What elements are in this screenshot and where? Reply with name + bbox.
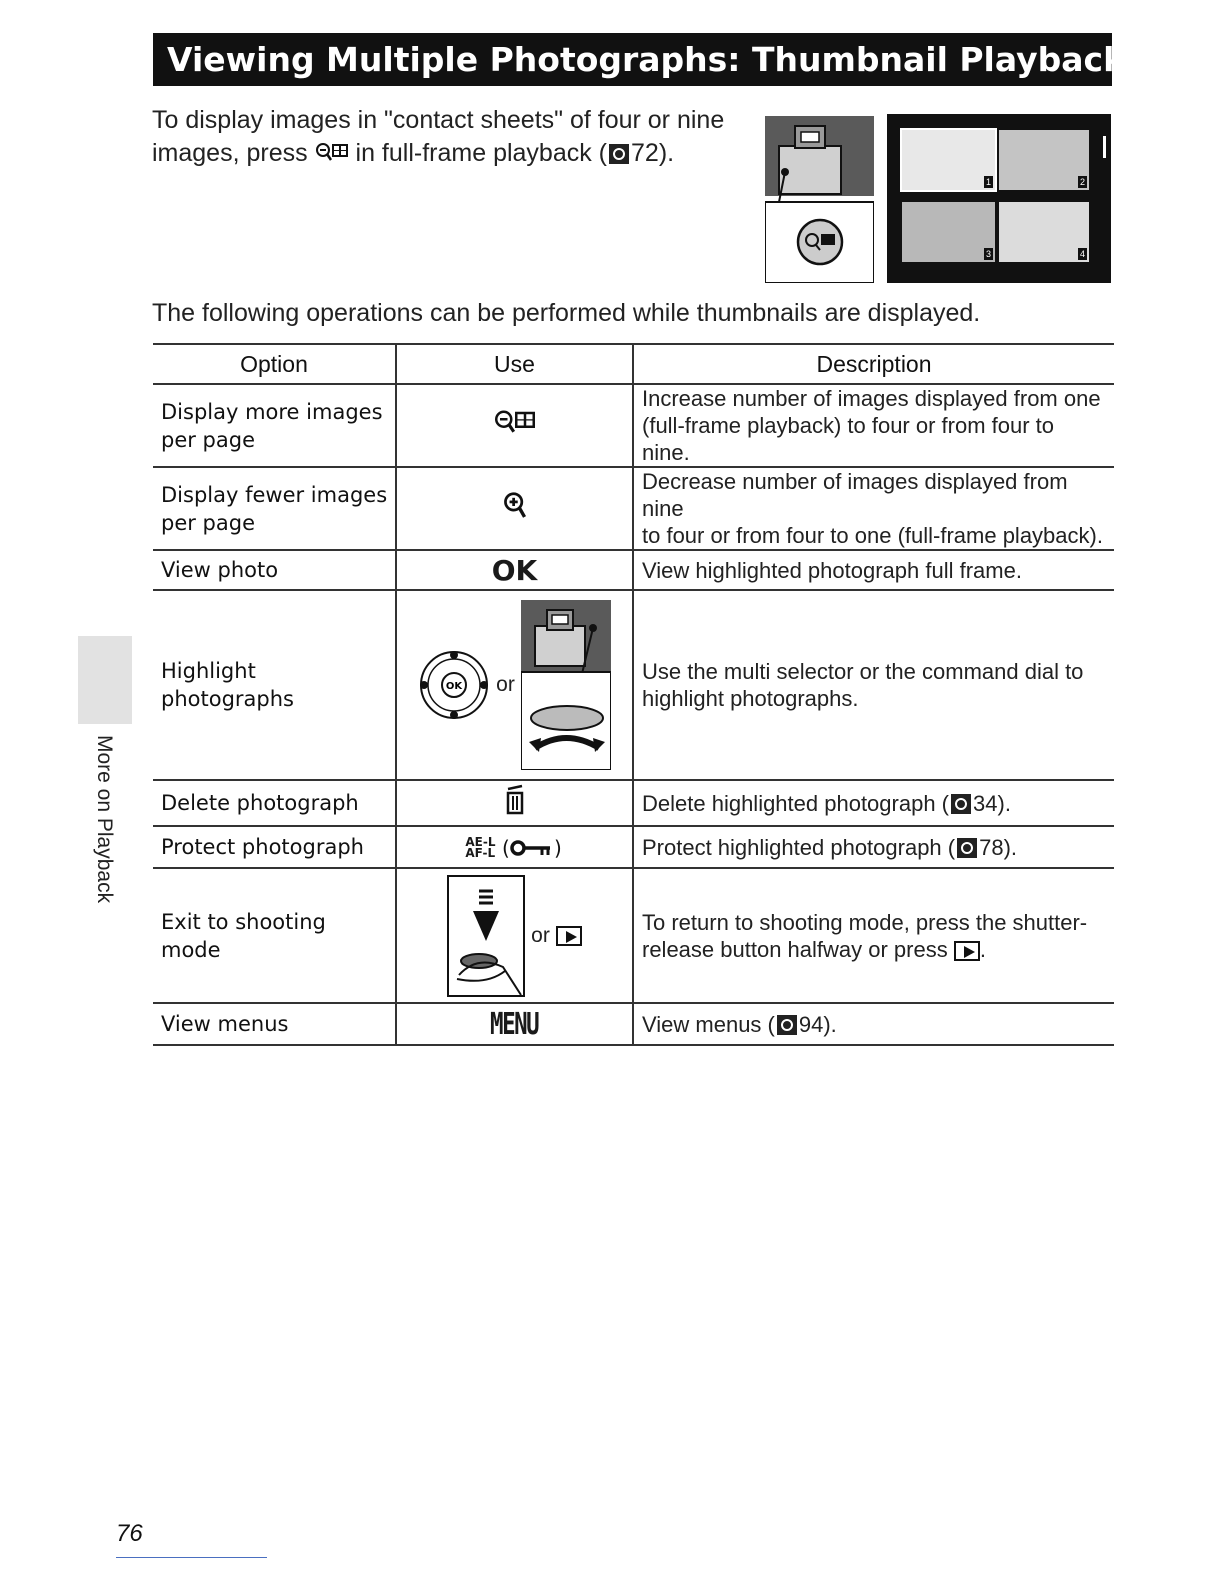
description-text: To return to shooting mode, press the shutter- xyxy=(642,909,1088,935)
table-header-row xyxy=(153,344,1114,384)
thumbnail-number: 4 xyxy=(1079,249,1085,259)
intro-line-2a: images, press xyxy=(152,139,308,167)
description-cell: To return to shooting mode, press the shutter- release button halfway or press . xyxy=(633,868,1114,1003)
description-text: highlight photographs. xyxy=(642,686,859,711)
thumbnail-2 xyxy=(999,130,1089,190)
table-row xyxy=(153,868,1114,1003)
description-text: View menus ( xyxy=(642,1011,775,1037)
option-label: per page xyxy=(161,510,256,535)
footer-rule xyxy=(116,1557,267,1558)
description-cell xyxy=(633,550,1114,590)
intro-line-2b: in full-frame playback ( xyxy=(355,139,608,167)
multi-selector-icon xyxy=(418,649,490,721)
option-cell xyxy=(153,590,396,780)
thumbnail-zoom-out-button-icon xyxy=(315,141,349,165)
option-cell xyxy=(153,384,396,467)
description-cell xyxy=(633,826,1114,868)
page-title: Viewing Multiple Photographs: Thumbnail Playback xyxy=(153,33,1112,86)
command-dial-icon xyxy=(521,600,611,770)
ae-lock-label: AE-L xyxy=(465,834,496,849)
playback-button-icon xyxy=(556,926,582,946)
description-text: Decrease number of images displayed from nine xyxy=(642,469,1068,521)
page-reference-icon xyxy=(957,838,977,858)
thumbnail-1 xyxy=(902,130,995,190)
option-label: per page xyxy=(161,427,256,452)
af-lock-label: AF-L xyxy=(465,845,496,860)
use-cell xyxy=(396,467,633,550)
page-reference-icon xyxy=(777,1015,797,1035)
option-cell xyxy=(153,826,396,868)
protect-key-icon xyxy=(502,835,564,861)
description-text: (full-frame playback) to four or from four to nine. xyxy=(642,413,1055,465)
or-text: or xyxy=(496,673,515,696)
svg-text:(: ( xyxy=(501,835,510,860)
table-row xyxy=(153,384,1114,467)
table-row xyxy=(153,1003,1114,1045)
use-cell xyxy=(396,826,633,868)
ok-button-label: OK xyxy=(491,553,538,587)
option-label: View photo xyxy=(161,558,279,582)
option-label: Protect photograph xyxy=(161,835,364,859)
table-row xyxy=(153,826,1114,868)
table-row xyxy=(153,467,1114,550)
thumbnail-zoom-out-button-icon xyxy=(490,408,540,438)
description-text: Use the multi selector or the command dial to xyxy=(642,659,1084,684)
thumbnail-number: 3 xyxy=(985,249,991,259)
page-reference: 78). xyxy=(979,834,1018,860)
use-cell xyxy=(396,1003,633,1045)
table-row xyxy=(153,780,1114,826)
description-cell xyxy=(633,384,1114,467)
description-cell xyxy=(633,780,1114,826)
description-cell xyxy=(633,590,1114,780)
description-text: Delete highlighted photograph ( xyxy=(642,790,950,816)
header-option: Option xyxy=(153,344,396,384)
description-cell xyxy=(633,467,1114,550)
option-cell xyxy=(153,868,396,1003)
menu-button-label: MENU xyxy=(490,1006,539,1042)
thumbnail-number: 1 xyxy=(985,177,991,187)
option-label: Exit to shooting xyxy=(161,909,326,934)
intro-paragraph xyxy=(152,104,732,170)
description-text: Increase number of images displayed from one xyxy=(642,386,1101,411)
description-cell xyxy=(633,1003,1114,1045)
intro-page-ref: 72). xyxy=(631,139,675,167)
description-text: Protect highlighted photograph ( xyxy=(642,834,956,860)
use-cell xyxy=(396,384,633,467)
option-label: Highlight xyxy=(161,659,256,683)
section-side-label: More on Playback xyxy=(93,735,116,904)
option-cell xyxy=(153,780,396,826)
use-cell xyxy=(396,590,633,780)
description-text: to four or from four to one (full-frame playback). xyxy=(642,523,1103,548)
operations-intro: The following operations can be performed while thumbnails are displayed. xyxy=(152,299,981,327)
thumbnail-4 xyxy=(999,202,1089,262)
description-text: View highlighted photograph full frame. xyxy=(642,557,1022,583)
section-tab-marker xyxy=(78,636,132,724)
option-label: Display fewer images xyxy=(161,482,388,507)
page-reference-icon xyxy=(951,794,971,814)
table-row xyxy=(153,550,1114,590)
option-cell xyxy=(153,467,396,550)
page-reference: 94). xyxy=(798,1011,837,1037)
use-cell xyxy=(396,868,633,1003)
shutter-release-half-press-icon xyxy=(447,875,525,997)
playback-button-icon xyxy=(954,941,980,961)
trash-icon xyxy=(504,784,526,816)
intro-line-1: To display images in "contact sheets" of four or nine xyxy=(152,106,725,134)
option-label: View menus xyxy=(161,1012,289,1036)
use-cell xyxy=(396,550,633,590)
description-text: release button halfway or press xyxy=(642,936,948,962)
option-label: mode xyxy=(161,937,221,962)
page-reference-icon xyxy=(609,144,629,164)
zoom-in-button-icon xyxy=(502,491,528,521)
svg-text:): ) xyxy=(553,835,562,860)
option-label: photographs xyxy=(161,687,294,711)
operations-table xyxy=(153,343,1114,1046)
thumbnail-3 xyxy=(902,202,995,262)
page-number: 76 xyxy=(116,1520,143,1547)
or-text: or xyxy=(531,923,550,947)
camera-button-illustration xyxy=(765,116,874,283)
table-row xyxy=(153,590,1114,780)
option-label: Delete photograph xyxy=(161,791,359,815)
ae-af-lock-button-label xyxy=(465,834,496,860)
header-use: Use xyxy=(396,344,633,384)
thumbnail-number: 2 xyxy=(1079,177,1085,187)
svg-text:OK: OK xyxy=(446,681,463,692)
use-cell xyxy=(396,780,633,826)
option-cell xyxy=(153,1003,396,1045)
option-label: Display more images xyxy=(161,399,383,424)
header-description: Description xyxy=(633,344,1114,384)
option-cell xyxy=(153,550,396,590)
page-reference: 34). xyxy=(973,790,1011,816)
thumbnail-screen-illustration xyxy=(887,114,1111,283)
scroll-indicator xyxy=(1103,136,1106,158)
